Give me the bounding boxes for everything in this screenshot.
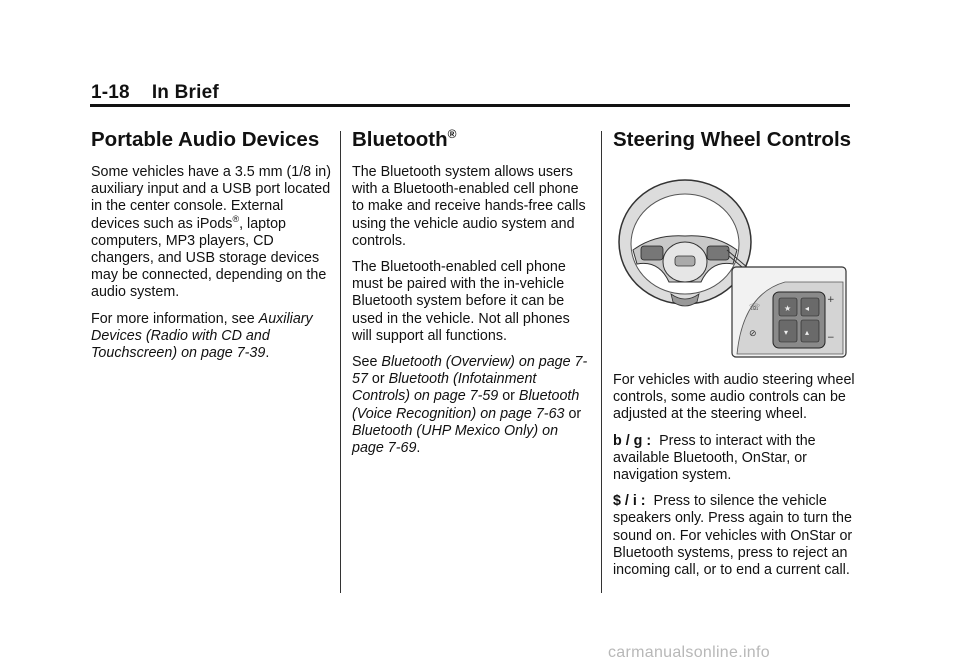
phone-voice-icon: ☏ [749,303,761,313]
cross-reference-link[interactable]: Bluetooth (Infotainment Controls) on page 7-59 [352,371,537,405]
cross-reference-link[interactable]: Bluetooth (Overview) on page 7-57 [352,354,588,388]
bluetooth-section [352,128,592,466]
body-paragraph [91,311,331,363]
body-paragraph: The Bluetooth system allows users with a Bluetooth-enabled cell phone to make and receive hands-free calls using the vehicle audio system and controls. [352,164,586,249]
text-run: , laptop computers, MP3 players, CD changers, and USB storage devices may be connected, depending on the audio system. [91,215,327,301]
body-paragraph [91,164,331,302]
section-heading: Portable Audio Devices [91,128,320,151]
text-run: Some vehicles have a 3.5 mm (1/8 in) auxiliary input and a USB port located in the center console. External devices such as iPods [91,164,331,232]
text-run: See [352,354,382,371]
volume-minus-icon: − [827,333,835,343]
text-run: For more information, see [91,310,259,327]
steering-wheel-icon [619,180,751,306]
section-heading: Steering Wheel Controls [613,128,852,151]
section-heading [352,128,592,152]
source-icon: ◂ [805,304,810,313]
steering-wheel-illustration [615,164,855,360]
text-run: . [265,345,270,362]
registered-mark: ® [447,127,457,142]
page-header [91,82,219,104]
steering-wheel-section [613,128,858,588]
text-run: or [498,388,519,405]
control-description [613,493,858,579]
column-divider [340,131,341,593]
seek-up-icon: ▴ [805,328,810,337]
portable-audio-section [91,128,331,371]
seek-down-icon: ▾ [784,328,789,337]
volume-plus-icon: + [827,295,835,305]
column-divider [601,131,602,593]
body-paragraph [352,354,592,457]
text-run: or [367,371,389,388]
mute-end-call-icon: $ / i : [613,493,646,510]
heading-text: Bluetooth [352,128,448,151]
cross-reference-link[interactable]: Bluetooth (Voice Recognition) on page 7-63 [352,388,580,422]
page-number: 1-18 [91,82,130,103]
body-paragraph: The Bluetooth-enabled cell phone must be paired with the in-vehicle Bluetooth system before it can be used in the vehicle. Not all phones will support all functions. [352,259,570,344]
text-run: . [416,440,421,457]
registered-mark: ® [232,213,240,224]
push-to-talk-icon: b / g : [613,432,652,449]
mute-end-call-icon: ⊘ [749,329,757,339]
text-run: Press to interact with the available Bluetooth, OnStar, or navigation system. [613,432,816,484]
body-paragraph: For vehicles with audio steering wheel controls, some audio controls can be adjusted at the steering wheel. [613,372,855,423]
control-description [613,433,858,485]
section-title: In Brief [151,82,219,103]
text-run: or [564,405,582,422]
watermark: carmanualsonline.info [608,644,770,661]
controls-inset [732,267,846,357]
text-run: Press to silence the vehicle speakers only. Press again to turn the sound on. For vehicles with OnStar or Bluetooth systems, press to reject an incoming call, or to end a current call. [613,493,853,579]
cross-reference-link[interactable]: Bluetooth (UHP Mexico Only) on page 7-69 [352,422,559,457]
favorite-icon: ★ [784,304,792,313]
cross-reference-link[interactable]: Auxiliary Devices (Radio with CD and Touchscreen) on page 7-39 [91,310,313,362]
header-rule [90,104,850,107]
